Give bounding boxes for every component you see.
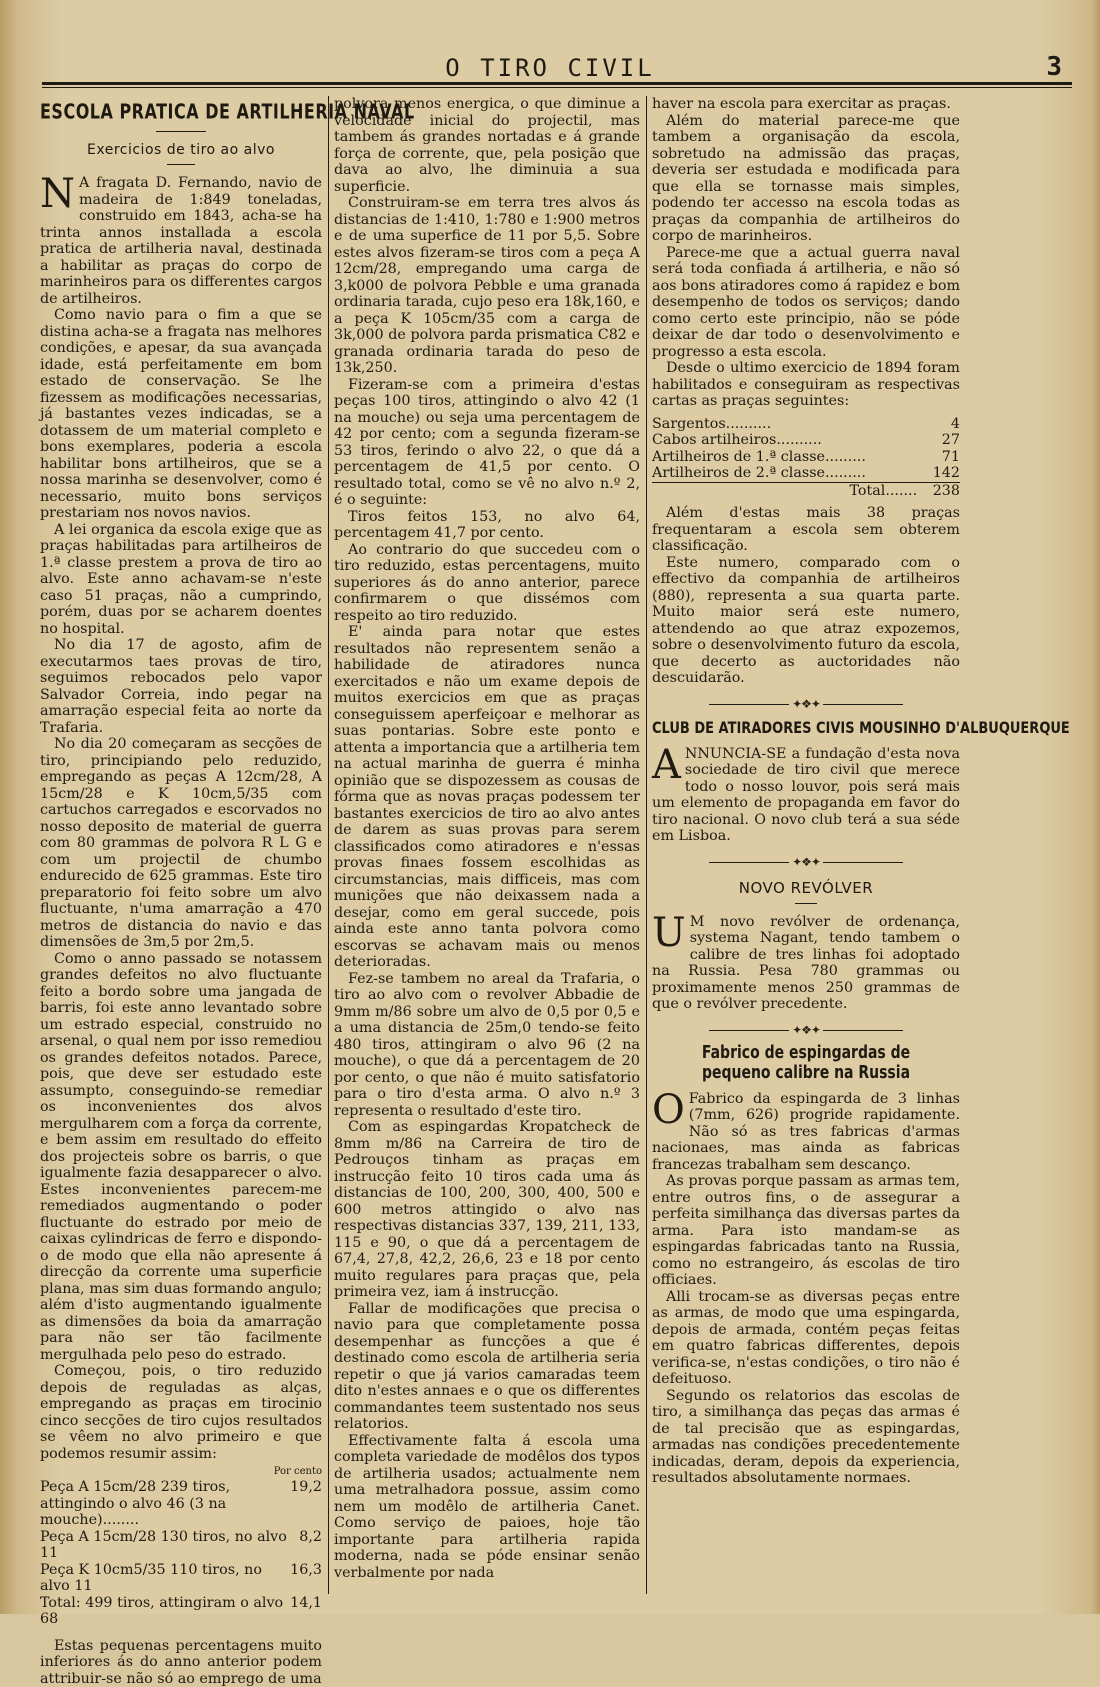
article-paragraph: Alli trocam-se as diversas peças entre as armas, de modo que uma espingarda, depois de armada, contém peças feitas em quatro fabricas differentes, depois verifica-se, n'estas condições, o tiro não é defeituoso. [652, 1289, 960, 1388]
article-paragraph: Estas pequenas percentagens muito inferiores ás do anno anterior podem attribuir-se não só ao emprego de uma [40, 1638, 322, 1687]
article-paragraph: Além do material parece-me que tambem a organisação da escola, sobretudo na admissão das praças, deveria ser estudada e modificada para que ella se tornasse mais simples, podendo ter accesso na escola todas as praças da companhia de artilheiros do corpo de marinheiros. [652, 113, 960, 245]
results-table [40, 1479, 322, 1628]
header-rule [42, 82, 1072, 85]
table-row: Peça A 15cm/28 130 tiros, no alvo 11 8,2 [40, 1529, 322, 1562]
table-row: Artilheiros de 2.ª classe......... 142 [652, 465, 960, 482]
article-paragraph: ANNUNCIA-SE a fundação d'esta nova sociedade de tiro civil que merece todo o nosso louvor, pois será mais um elemento de propaganda em favor do tiro nacional. O novo club terá a sua séde em Lisboa. [652, 746, 960, 845]
drop-cap: O [652, 1093, 685, 1127]
header-rule-thin [42, 87, 1072, 88]
page-number: 3 [1046, 52, 1062, 82]
drop-cap: U [652, 916, 686, 950]
page-header [20, 48, 1080, 86]
article-paragraph: No dia 20 começaram as secções de tiro, principiando pelo reduzido, empregando as peças A 12cm/28, A 15cm/28 e K 10cm,5/35 com cartuchos carregados e escorvados no nosso deposito de material de guerra com 80 grammas de polvora R L G e com um projectil de chumbo endurecido de 625 grammas. Este tiro preparatorio foi feito sobre um alvo fluctuante, n'uma amarração a 470 metros de distancia do navio e das dimensões de 3m,5 por 2m,5. [40, 736, 322, 951]
article-paragraph: Com as espingardas Kropatcheck de 8mm m/86 na Carreira de tiro de Pedrouços tinham as praças em instrucção feito 10 tiros cada uma ás distancias de 100, 200, 300, 400, 500 e 600 metros attingido o alvo nas respectivas distancias 337, 139, 211, 133, 115 e 90, o que dá a percentagem de 67,4, 27,8, 42,2, 26,6, 23 e 18 por cento muito regulares para praças que, pela primeira vez, iam á instrucção. [334, 1119, 640, 1301]
title-rule [156, 131, 206, 132]
revolver-title: NOVO REVÓLVER [652, 879, 960, 897]
article-paragraph: polvora menos energica, o que diminue a velocidade inicial do projectil, mas tambem ás grandes nortadas e á grande força de corrente, que, pela posição que dava ao alvo, lhe diminuia a sua superficie. [334, 96, 640, 195]
table-row: Cabos artilheiros.......... 27 [652, 432, 960, 449]
section-title: ESCOLA PRATICA DE ARTILHERIA NAVAL [40, 100, 322, 124]
ranks-table [652, 416, 960, 500]
article-paragraph: Como o anno passado se notassem grandes defeitos no alvo fluctuante feito a bordo sobre uma jangada de barris, foi este anno levantado sobre um estrado especial, construido no arsenal, o qual nem por isso remediou os grandes defeitos notados. Parece, pois, que deve ser estudado este assumpto, conseguindo-se remediar os inconvenientes dos alvos mergulharem com a força da corrente, e bem assim em resultado do effeito dos projecteis sobre os barris, o que igualmente fazia desapparecer o alvo. Estes inconvenientes parecem-me remediados augmentando o poder fluctuante do estrado por meio de caixas cylindricas de ferro e dispondo-o de modo que ella não apresente á direcção da corrente uma superficie plana, mas sim duas formando angulo; além d'isto augmentando igualmente as dimensões da boia da amarração para não ser tão facilmente mergulhada pelo peso do estrado. [40, 951, 322, 1364]
article-paragraph: Começou, pois, o tiro reduzido depois de reguladas as alças, empregando as praças em tirocinio cinco secções de tiro cujos resultados se vêem no alvo primeiro e que podemos resumir assim: [40, 1363, 322, 1462]
drop-cap: N [40, 177, 75, 211]
article-paragraph: E' ainda para notar que estes resultados não representem senão a habilidade de atiradores nunca exercitados e não um exame depois de muitos exercicios em que as praças conseguissem aperfeiçoar e melhorar as suas pontarias. Sobre este ponto e attenta a importancia que a artilheria tem na actual marinha de guerra é minha opinião que se dispozessem as cousas de fórma que as novas praças podessem ter bastantes exercicios de tiro ao alvo antes de darem as suas provas para serem classificados como atiradores e n'essas provas finaes fossem escolhidas as circumstancias, mais difficeis, mas com munições que não deixassem nada a desejar, como em geral succede, pois ainda este anno tanta polvora como escorvas se achavam mais ou menos deterioradas. [334, 624, 640, 971]
table-row: Total: 499 tiros, attingiram o alvo 68 14,1 [40, 1595, 322, 1628]
table-header: Por cento [40, 1466, 322, 1477]
article-paragraph: Além d'estas mais 38 praças frequentaram a escola sem obterem classificação. [652, 505, 960, 555]
article-paragraph: Este numero, comparado com o effectivo da companhia de artilheiros (880), representa a sua quarta parte. Muito maior será este numero, attendendo ao que atraz expozemos, sobre o desenvolvimento futuro da escola, que decerto as auctoridades não descuidarão. [652, 555, 960, 687]
article-paragraph: O Fabrico da espingarda de 3 linhas (7mm, 626) progride rapidamente. Não só as tres fabricas d'armas nacionaes, mas ainda as fabricas francezas trabalham sem descanço. [652, 1091, 960, 1174]
club-title: CLUB DE ATIRADORES CIVIS MOUSINHO D'ALBUQUERQUE [652, 719, 960, 738]
total-row: Total....... 238 [652, 482, 960, 499]
title-rule [795, 903, 817, 904]
article-paragraph: No dia 17 de agosto, afim de executarmos taes provas de tiro, seguimos rebocados pelo vapor Salvador Correia, indo pegar na amarração especial feita ao norte da Trafaria. [40, 637, 322, 736]
column-divider [646, 96, 647, 1594]
subtitle-rule [167, 164, 195, 165]
article-paragraph: As provas porque passam as armas tem, entre outros fins, o de assegurar a perfeita similhança das diversas partes da arma. Para isto mandam-se as espingardas fabricadas tanto na Russia, como no estrangeiro, ás escolas de tiro officiaes. [652, 1173, 960, 1289]
article-paragraph: Desde o ultimo exercicio de 1894 foram habilitados e conseguiram as respectivas cartas as praças seguintes: [652, 360, 960, 410]
column-divider [328, 96, 329, 1594]
column-2 [334, 96, 640, 1596]
article-paragraph: Tiros feitos 153, no alvo 64, percentagem 41,7 por cento. [334, 509, 640, 542]
article-paragraph: haver na escola para exercitar as praças. [652, 96, 960, 113]
article-paragraph: Fez-se tambem no areal da Trafaria, o tiro ao alvo com o revolver Abbadie de 9mm m/86 sobre um alvo de 0,5 por 0,5 e a uma distancia de 25m,0 tendo-se feito 480 tiros, attingiram o alvo 96 (2 na mouche), o que dá a percentagem de 20 por cento, o que não é muito satisfatorio para o tiro d'esta arma. O alvo n.º 3 representa o resultado d'este tiro. [334, 971, 640, 1120]
drop-cap: A [652, 748, 681, 782]
article-paragraph: Ao contrario do que succedeu com o tiro reduzido, estas percentagens, muito superiores ás do anno anterior, parece confirmarem o que dissémos com respeito ao tiro reduzido. [334, 542, 640, 625]
article-paragraph: Parece-me que a actual guerra naval será toda confiada á artilheria, e não só aos bons atiradores como á rapidez e bom desempenho de todos os serviços; dando como certo este principio, não se póde deixar de dar todo o desenvolvimento e progresso a esta escola. [652, 245, 960, 361]
section-divider: ✦❖✦ [652, 1023, 960, 1037]
table-row: Artilheiros de 1.ª classe......... 71 [652, 449, 960, 466]
section-divider: ✦❖✦ [652, 855, 960, 869]
section-subtitle: Exercicios de tiro ao alvo [40, 142, 322, 158]
article-paragraph: Fizeram-se com a primeira d'estas peças 100 tiros, attingindo o alvo 42 (1 na mouche) ou seja uma percentagem de 42 por cento; com a segunda fizeram-se 53 tiros, ferindo o alvo 22, o que dá a percentagem de 41,5 por cento. O resultado total, como se vê no alvo n.º 2, é o seguinte: [334, 377, 640, 509]
column-3 [652, 96, 960, 1596]
article-paragraph: Construiram-se em terra tres alvos ás distancias de 1:410, 1:780 e 1:900 metros e de uma superfice de 11 por 5,5. Sobre estes alvos fizeram-se tiros com a peça A 12cm/28, empregando uma carga de 3,k000 de polvora Pebble e uma granada ordinaria tarada, cujo peso era 18k,160, e a peça K 105cm/35 com a carga de 3k,000 de polvora parda prismatica C82 e granada ordinaria tarada do peso de 13k,250. [334, 195, 640, 377]
table-row: Peça A 15cm/28 239 tiros, attingindo o alvo 46 (3 na mouche)........ 19,2 [40, 1479, 322, 1529]
article-paragraph: Fallar de modificações que precisa o navio para que completamente possa desempenhar as funcções a que é destinado como escola de artilheria seria repetir o que já varios camaradas teem dito n'estes annaes e o que os differentes commandantes teem sustentado nos seus relatorios. [334, 1301, 640, 1433]
fabrico-title: Fabrico de espingardas de pequeno calibre na Russia [672, 1043, 940, 1083]
table-row: Peça K 10cm5/35 110 tiros, no alvo 11 16,3 [40, 1562, 322, 1595]
article-paragraph: N A fragata D. Fernando, navio de madeira de 1:849 toneladas, construido em 1843, acha-se ha trinta annos installada a escola pratica de artilheria naval, destinada a habilitar as praças do corpo de marinheiros para os differentes cargos de artilheiros. [40, 175, 322, 307]
article-paragraph: Effectivamente falta á escola uma completa variedade de modêlos dos typos de artilheria usados; actualmente nem uma metralhadora possue, assim como nem um modêlo de artilheria Canet. Como serviço de paioes, hoje tão importante para artilheria rapida moderna, nada se póde ensinar senão verbalmente por nada [334, 1433, 640, 1582]
table-row: Sargentos.......... 4 [652, 416, 960, 433]
section-divider: ✦❖✦ [652, 697, 960, 711]
column-1 [40, 96, 322, 1596]
journal-title: O TIRO CIVIL [20, 54, 1080, 82]
article-paragraph: A lei organica da escola exige que as praças habilitadas para artilheiros de 1.ª classe prestem a prova de tiro ao alvo. Este anno achavam-se n'este caso 51 praças, não a cumprindo, porém, duas por se acharem doentes no hospital. [40, 522, 322, 638]
article-paragraph: Segundo os relatorios das escolas de tiro, a similhança das peças das armas é de tal precisão que as espingardas, armadas nas condições precedentemente indicadas, deram, depois da experiencia, resultados absolutamente normaes. [652, 1388, 960, 1487]
article-paragraph: Como navio para o fim a que se distina acha-se a fragata nas melhores condições, e apesar, da sua avançada idade, está perfeitamente em bom estado de conservação. Se lhe fizessem as modificações necessarias, já bastantes vezes indicadas, se a dotassem de um material completo e bons exemplares, poderia a escola habilitar bons artilheiros, que se a nossa marinha se desenvolver, como é necessario, muito bons serviços prestariam nos novos navios. [40, 307, 322, 522]
article-paragraph: U M novo revólver de ordenança, systema Nagant, tendo tambem o calibre de tres linhas foi adoptado na Russia. Pesa 780 grammas ou proximamente menos 250 grammas de que o revólver precedente. [652, 914, 960, 1013]
